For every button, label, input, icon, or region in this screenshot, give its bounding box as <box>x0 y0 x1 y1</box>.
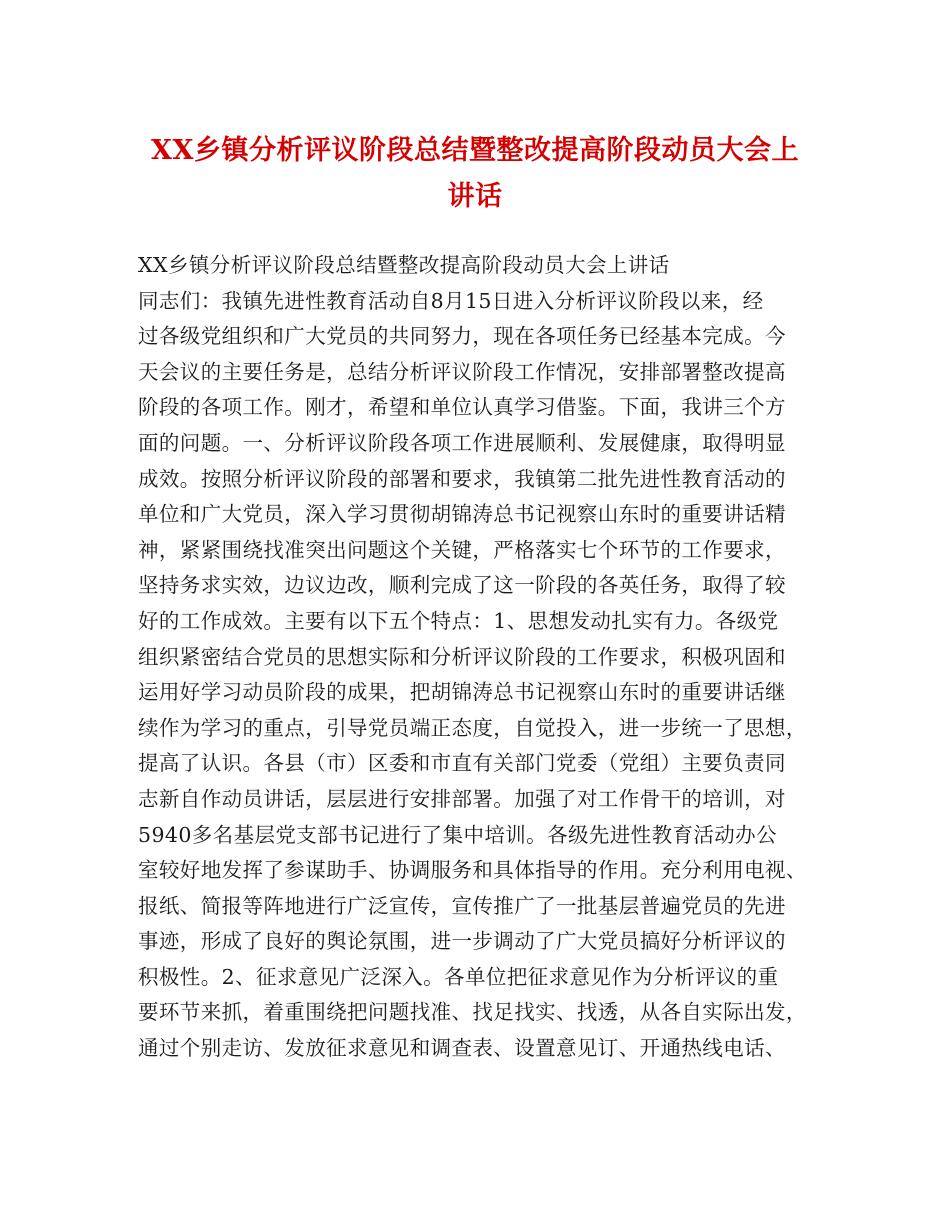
body-line: 提高了认识。各县（市）区委和市直有关部门党委（党组）主要负责同 <box>138 751 786 776</box>
body-line: XX乡镇分析评议阶段总结暨整改提高阶段动员大会上讲话 <box>138 253 670 277</box>
document-title-line-2: 讲话 <box>447 181 503 212</box>
body-line: 事迹，形成了良好的舆论氛围，进一步调动了广大党员搞好分析评议的 <box>138 929 786 954</box>
body-line: 神，紧紧围绕找准突出问题这个关键，严格落实七个环节的工作要求， <box>138 537 786 562</box>
body-line: 过各级党组织和广大党员的共同努力，现在各项任务已经基本完成。今 <box>138 324 786 349</box>
body-line: 5940多名基层党支部书记进行了集中培训。各级先进性教育活动办公 <box>138 822 777 847</box>
body-line: 坚持务求实效，边议边改，顺利完成了这一阶段的各英任务，取得了较 <box>138 573 786 598</box>
document-body <box>138 248 828 1067</box>
body-line: 同志们：我镇先进性教育活动自8月15日进入分析评议阶段以来，经 <box>138 288 764 313</box>
body-line: 成效。按照分析评议阶段的部署和要求，我镇第二批先进性教育活动的 <box>138 466 786 491</box>
body-line: 室较好地发挥了参谋助手、协调服务和具体指导的作用。充分利用电视、 <box>138 858 807 883</box>
body-line: 要环节来抓，着重围绕把问题找准、找足找实、找透，从各自实际出发， <box>138 1000 807 1025</box>
body-line: 好的工作成效。主要有以下五个特点：1、思想发动扎实有力。各级党 <box>138 608 779 633</box>
body-line: 阶段的各项工作。刚才，希望和单位认真学习借鉴。下面，我讲三个方 <box>138 395 786 420</box>
body-line: 面的问题。一、分析评议阶段各项工作进展顺利、发展健康，取得明显 <box>138 430 786 455</box>
body-line: 通过个别走访、发放征求意见和调查表、设置意见订、开通热线电话、 <box>138 1036 786 1061</box>
body-line: 天会议的主要任务是，总结分析评议阶段工作情况，安排部署整改提高 <box>138 359 786 384</box>
body-line: 续作为学习的重点，引导党员端正态度，自觉投入，进一步统一了思想， <box>138 715 807 740</box>
body-line: 单位和广大党员，深入学习贯彻胡锦涛总书记视察山东时的重要讲话精 <box>138 502 786 527</box>
document-title-line-1: XX乡镇分析评议阶段总结暨整改提高阶段动员大会上 <box>151 135 799 166</box>
body-line: 积极性。2、征求意见广泛深入。各单位把征求意见作为分析评议的重 <box>138 964 779 989</box>
body-line: 组织紧密结合党员的思想实际和分析评议阶段的工作要求，积极巩固和 <box>138 644 786 669</box>
body-line: 报纸、简报等阵地进行广泛宣传，宣传推广了一批基层普遍党员的先进 <box>138 893 786 918</box>
body-line: 运用好学习动员阶段的成果，把胡锦涛总书记视察山东时的重要讲话继 <box>138 680 786 705</box>
body-line: 志新自作动员讲话，层层进行安排部署。加强了对工作骨干的培训，对 <box>138 786 786 811</box>
